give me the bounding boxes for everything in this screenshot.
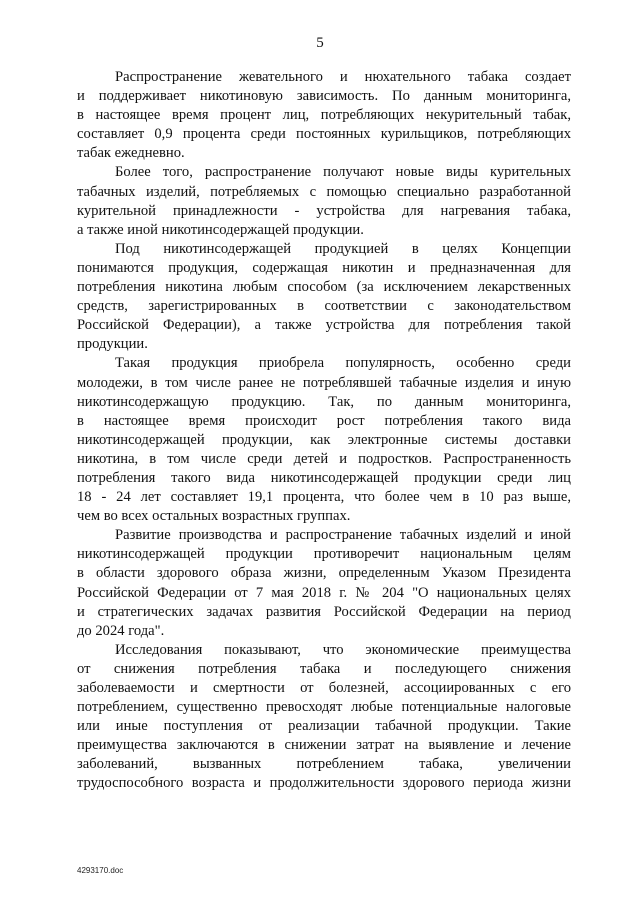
- text-line: составляет 0,9 процента среди постоянных курильщиков, потребляющих: [77, 126, 571, 143]
- text-line: а также иной никотинсодержащей продукции.: [77, 221, 364, 238]
- text-line: Исследования показывают, что экономические преимущества: [115, 641, 571, 658]
- text-line: заболеваемости и смертности от болезней, ассоциированных с его: [77, 680, 571, 696]
- text-line: или иные поступления от реализации табачной продукции. Такие: [77, 718, 571, 735]
- text-line: потребления никотина любым способом (за исключением лекарственных: [77, 279, 571, 296]
- page-number: 5: [316, 35, 324, 51]
- paragraph: [77, 163, 571, 239]
- text-line: никотинсодержащей продукции противоречит национальным целям: [77, 546, 571, 563]
- text-line: табак ежедневно.: [77, 145, 185, 162]
- text-line: в настоящее время происходит рост потребления такого вида: [77, 412, 571, 429]
- text-line: табачных изделий, потребляемых с помощью специально разработанной: [77, 183, 571, 200]
- paragraph: [77, 526, 571, 641]
- text-line: курительной принадлежности - устройства для нагревания табака,: [77, 202, 571, 219]
- text-line: потреблением, существенно превосходят любые потенциальные налоговые: [77, 699, 571, 716]
- paragraph: [77, 240, 571, 355]
- text-line: молодежи, в том числе ранее не потреблявшей табачные изделия и иную: [77, 374, 571, 391]
- text-line: Развитие производства и распространение табачных изделий и иной: [115, 527, 571, 544]
- text-line: понимаются продукция, содержащая никотин и предназначенная для: [77, 259, 571, 276]
- text-line: Распространение жевательного и нюхательного табака создает: [115, 69, 571, 85]
- text-line: никотина, в том числе среди детей и подростков. Распространенность: [77, 450, 571, 467]
- text-line: потребления такого вида никотинсодержащей продукции среди лиц: [77, 469, 571, 486]
- paragraph: [77, 354, 571, 526]
- file-reference: 4293170.doc: [77, 866, 124, 875]
- text-line: заболеваний, вызванных потреблением табака, увеличении: [77, 756, 571, 773]
- text-line: Под никотинсодержащей продукцией в целях Концепции: [115, 240, 571, 257]
- text-line: чем во всех остальных возрастных группах.: [77, 508, 351, 525]
- paragraph: [77, 68, 571, 163]
- text-line: от снижения потребления табака и последующего снижения: [77, 660, 571, 677]
- text-line: Такая продукция приобрела популярность, особенно среди: [115, 355, 571, 372]
- text-line: Российской Федерации от 7 мая 2018 г. № 204 "О национальных целях: [77, 584, 571, 601]
- text-line: Российской Федерации), а также устройства для потребления такой: [77, 317, 571, 334]
- text-line: никотинсодержащей продукции, как электронные системы доставки: [77, 431, 571, 448]
- paragraph: [77, 641, 571, 794]
- text-line: 18 - 24 лет составляет 19,1 процента, что более чем в 10 раз выше,: [77, 489, 571, 506]
- text-line: в настоящее время процент лиц, потребляющих некурительный табак,: [77, 107, 571, 124]
- text-line: в области здорового образа жизни, определенным Указом Президента: [77, 565, 571, 582]
- text-line: и стратегических задачах развития Российской Федерации на период: [77, 603, 571, 620]
- text-line: и поддерживает никотиновую зависимость. По данным мониторинга,: [77, 88, 571, 105]
- text-line: до 2024 года".: [77, 622, 165, 639]
- text-line: трудоспособного возраста и продолжительности здорового периода жизни: [77, 775, 571, 792]
- document-body: [77, 68, 571, 794]
- text-line: преимущества заключаются в снижении затрат на выявление и лечение: [77, 737, 571, 754]
- text-line: средств, зарегистрированных в соответствии с законодательством: [77, 298, 571, 315]
- text-line: никотинсодержащую продукцию. Так, по данным мониторинга,: [77, 393, 571, 410]
- text-line: продукции.: [77, 336, 148, 353]
- text-line: Более того, распространение получают новые виды курительных: [115, 164, 571, 181]
